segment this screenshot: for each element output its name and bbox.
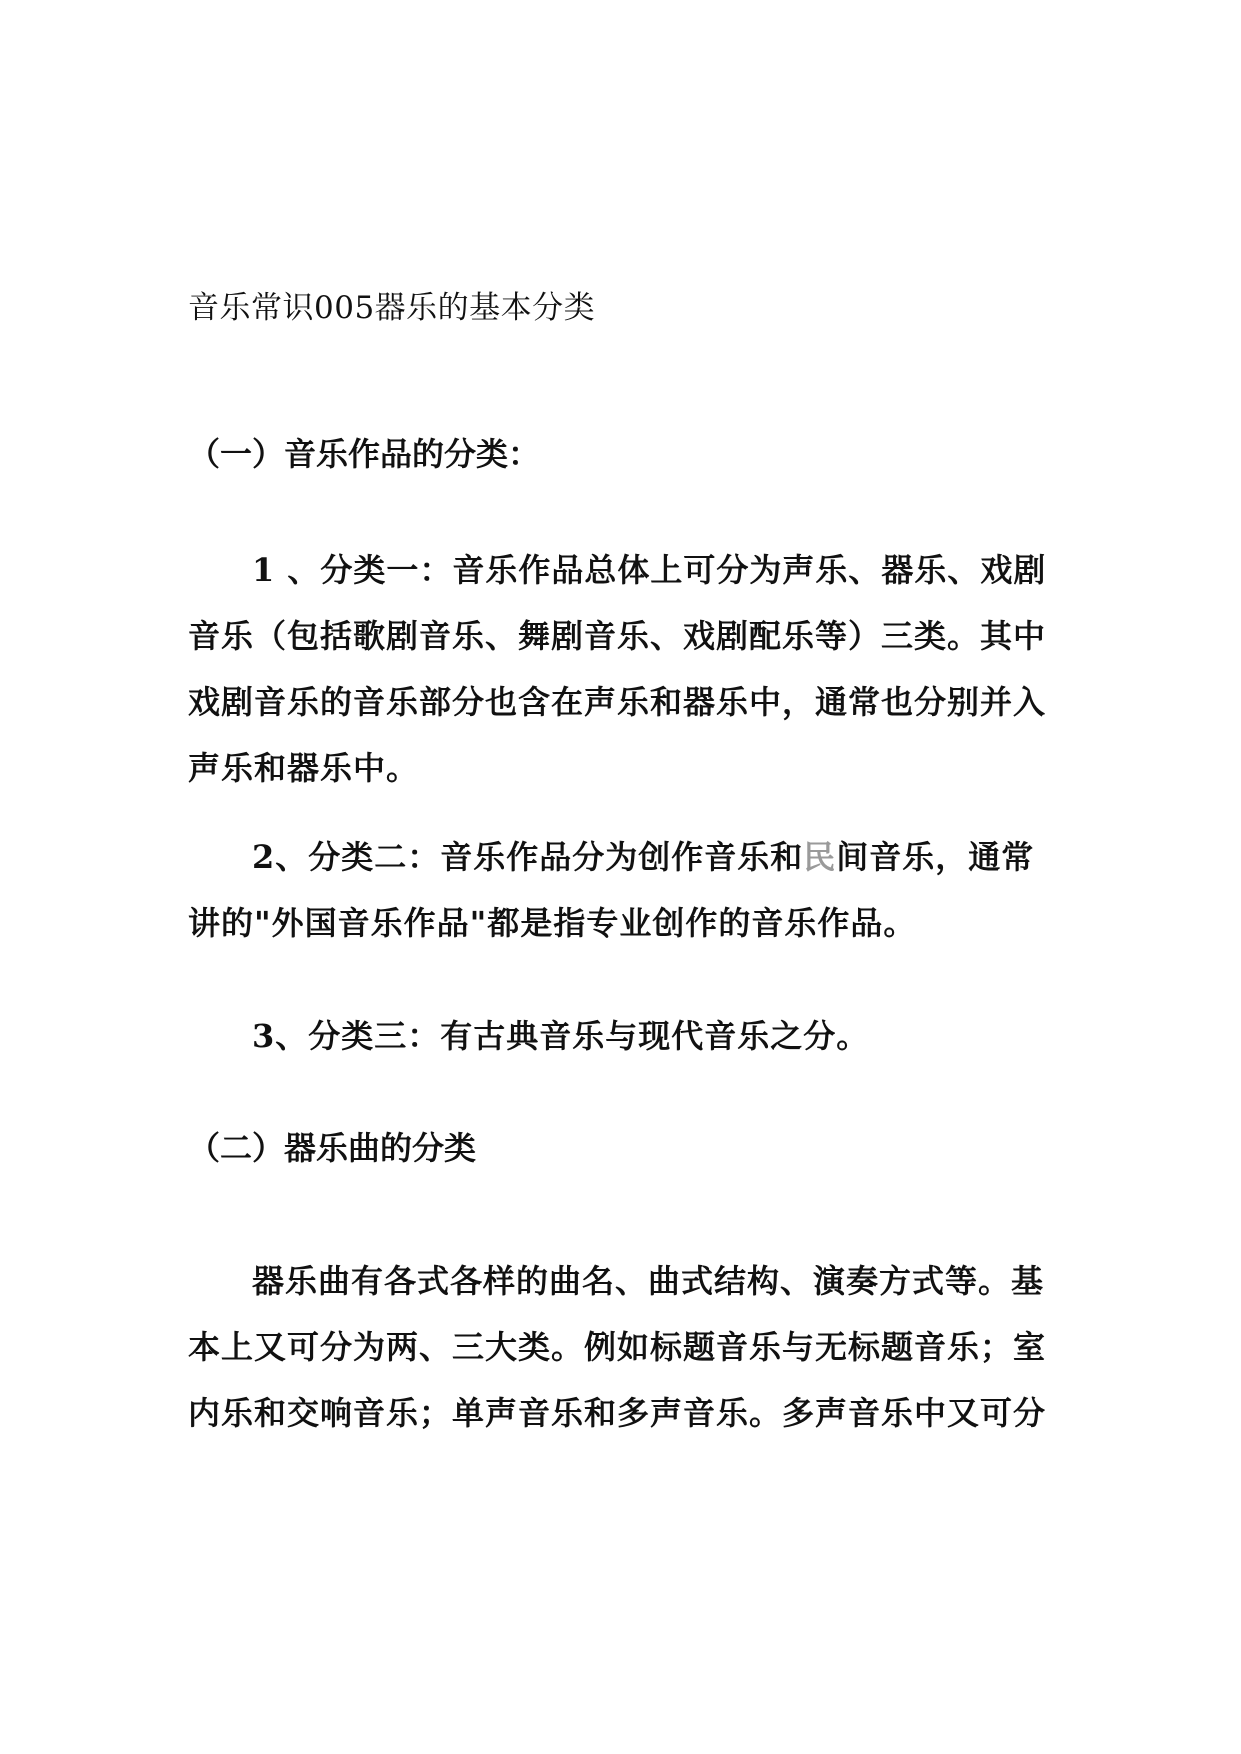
faint-character: 民: [803, 838, 837, 876]
paragraph-classification-1: [188, 537, 1052, 801]
section-heading-1: （一）音乐作品的分类：: [188, 435, 541, 473]
text-run: 间音乐，通常: [836, 838, 1035, 876]
section-heading-2: （二）器乐曲的分类: [188, 1129, 477, 1167]
paragraph-instrumental-types: [188, 1248, 1052, 1446]
paragraph-line: 音乐（包括歌剧音乐、舞剧音乐、戏剧配乐等）三类。其中: [188, 617, 1047, 655]
paragraph-classification-3: [188, 1003, 1052, 1069]
paragraph-line: 1 、分类一：音乐作品总体上可分为声乐、器乐、戏剧: [252, 551, 1047, 589]
paragraph-line: 3、分类三：有古典音乐与现代音乐之分。: [252, 1017, 870, 1055]
paragraph-line: 讲的"外国音乐作品"都是指专业创作的音乐作品。: [188, 904, 917, 942]
paragraph-line: 声乐和器乐中。: [188, 749, 420, 787]
paragraph-line: 戏剧音乐的音乐部分也含在声乐和器乐中，通常也分别并入: [188, 683, 1047, 721]
paragraph-line: [188, 824, 1052, 890]
paragraph-classification-2: [188, 824, 1052, 956]
paragraph-line: 器乐曲有各式各样的曲名、曲式结构、演奏方式等。基: [252, 1262, 1045, 1300]
text-run: 2、分类二：音乐作品分为创作音乐和: [252, 838, 804, 876]
paragraph-line: 内乐和交响音乐；单声音乐和多声音乐。多声音乐中又可分: [188, 1394, 1047, 1432]
paragraph-line: 本上又可分为两、三大类。例如标题音乐与无标题音乐；室: [188, 1328, 1047, 1366]
document-title: 音乐常识005器乐的基本分类: [188, 290, 596, 326]
